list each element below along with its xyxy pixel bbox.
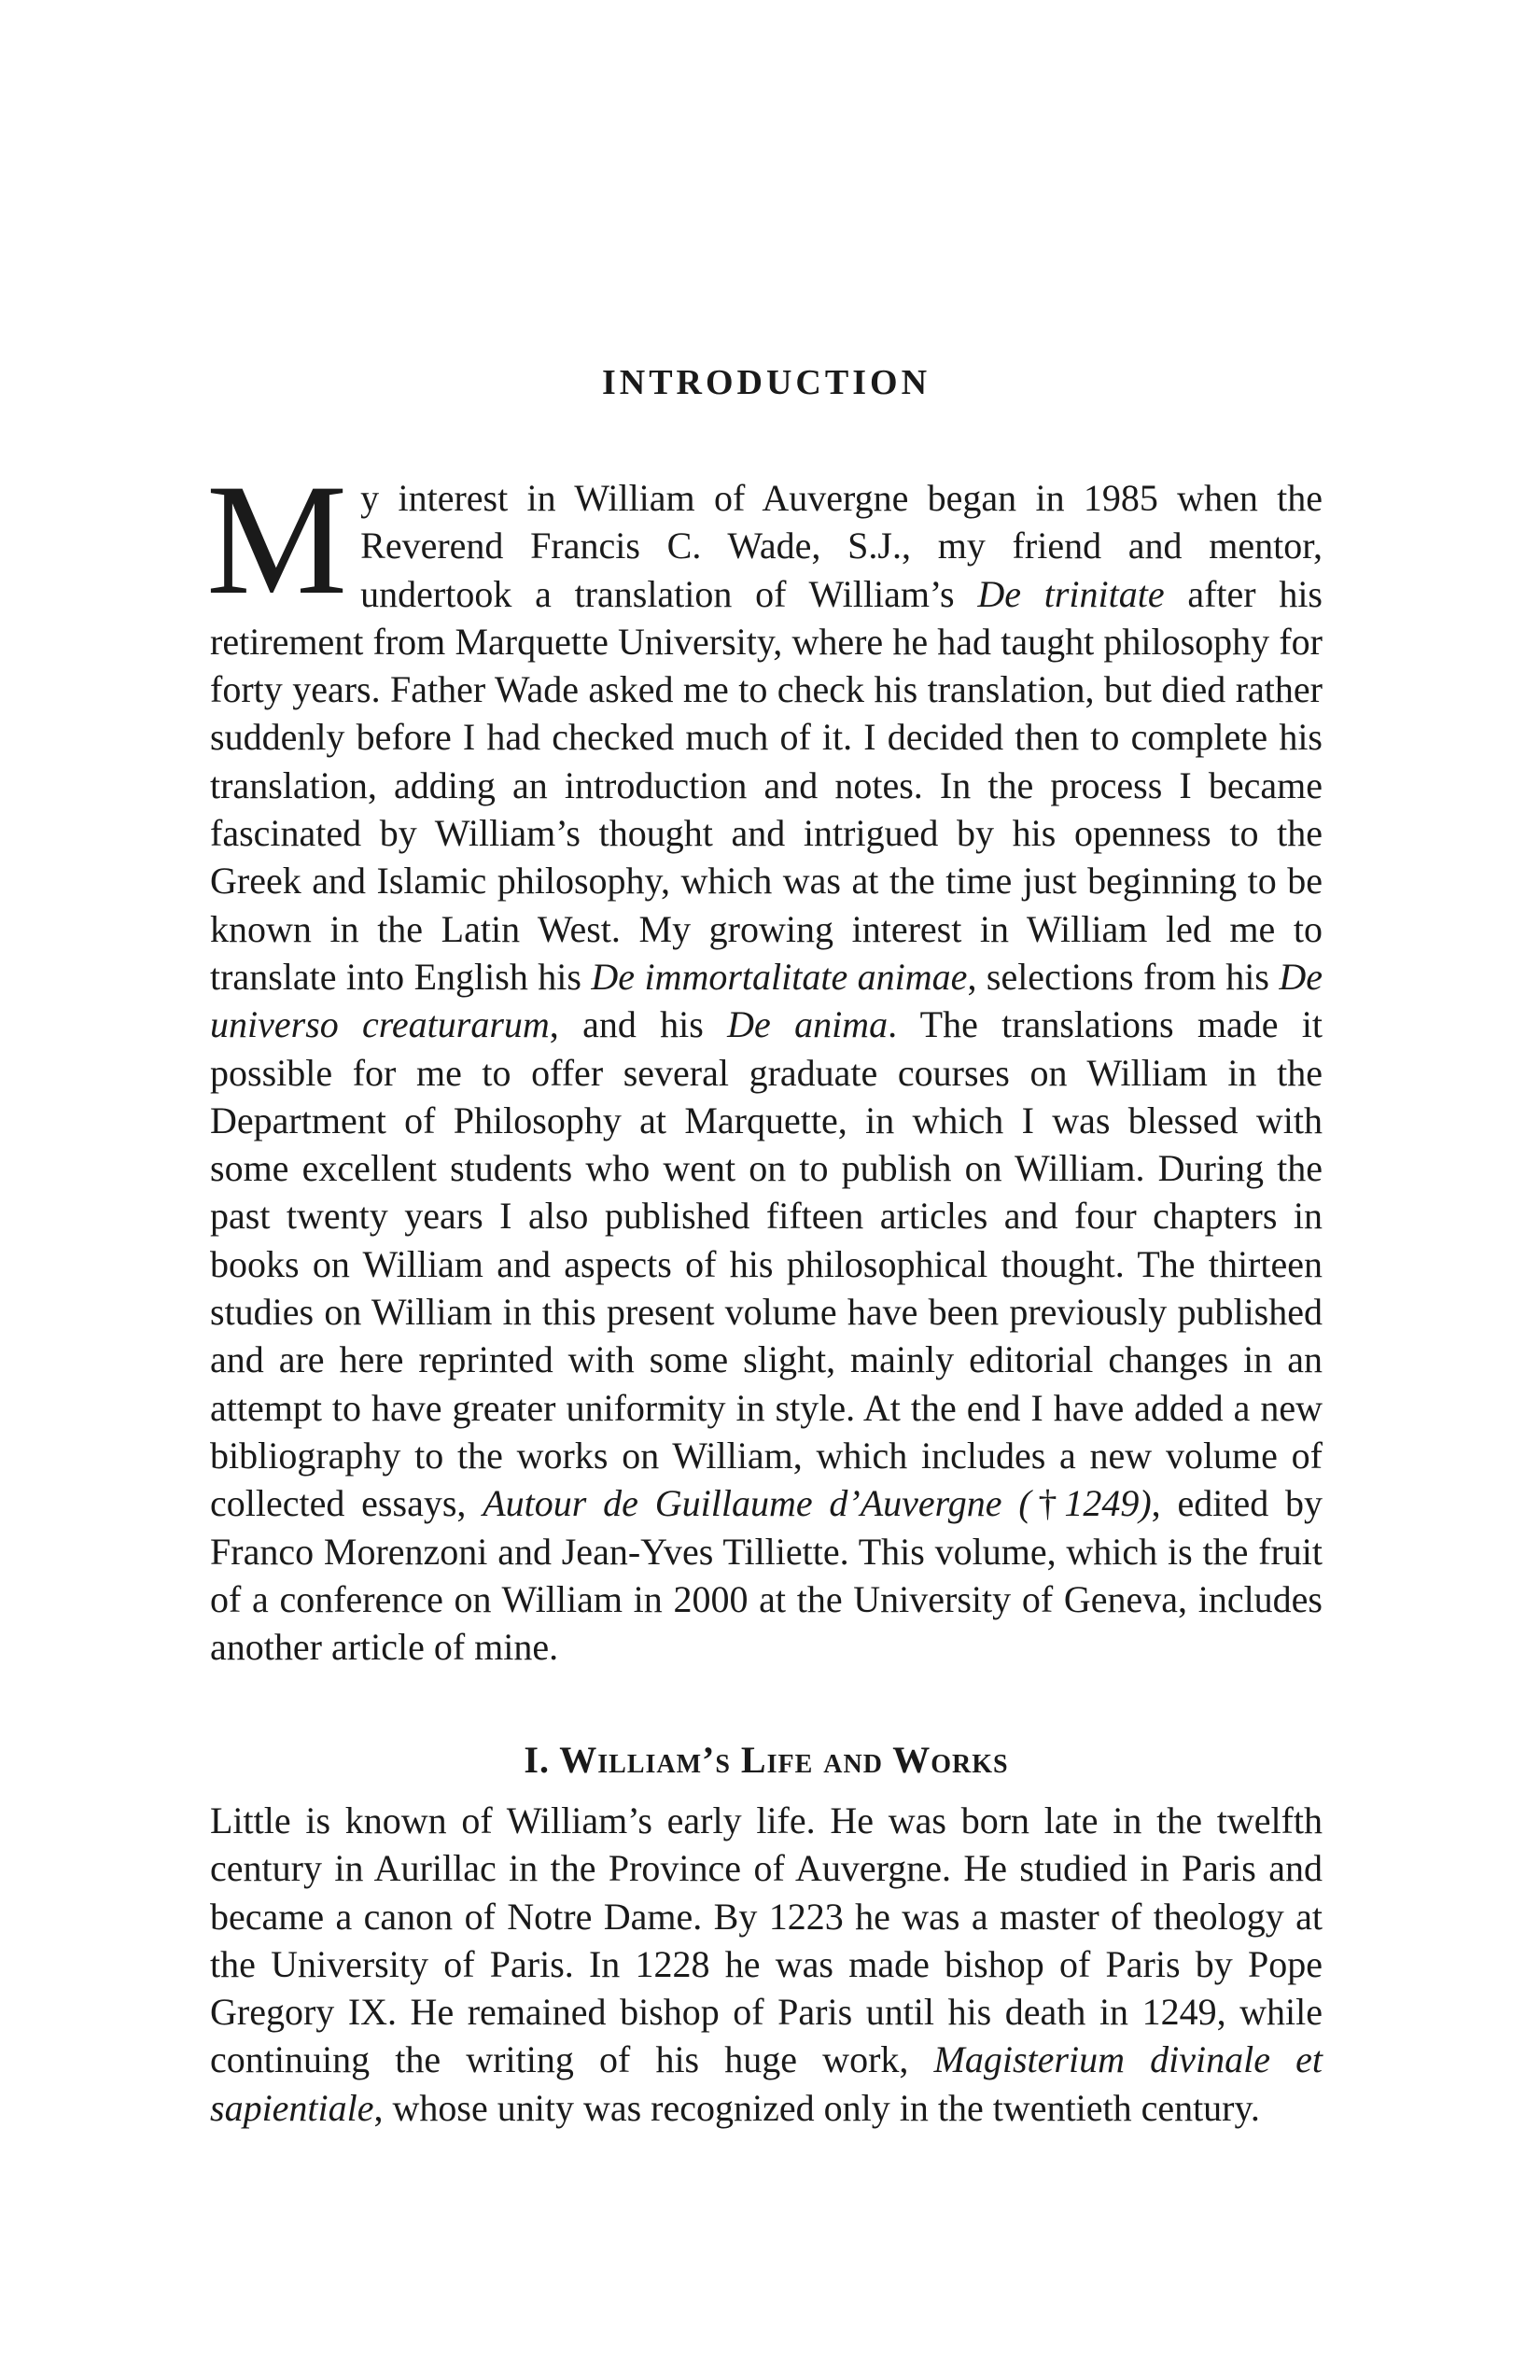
intro-text-4: , and his xyxy=(549,1003,728,1046)
dagger-symbol: † xyxy=(1030,1482,1065,1525)
intro-text-6: , edited by Franco Morenzoni and Jean-Yves Tilliette. This volume, which is the fruit of a conference on William in 2000 at the University of Geneva, includes another article of mine. xyxy=(210,1482,1323,1669)
section-text-2: , whose unity was recognized only in the twentieth century. xyxy=(373,2086,1260,2129)
intro-text-3: , selections from his xyxy=(967,955,1280,998)
title-de-universo: De universo creaturarum xyxy=(210,955,1323,1046)
intro-text-5: . The translations made it possible for me to offer several graduate courses on William in the Department of Philosophy at Marquette, in which I was blessed with some excellent students who went on to publish on William. During the past twenty years I also published fifteen articles and four chapters in books on William and aspects of his philosophical thought. The thirteen studies on William in this present volume have been previously published and are here reprinted with some slight, mainly editorial changes in an attempt to have greater uniformity in style. At the end I have added a new bibliography to the works on William, which includes a new volume of collected essays, xyxy=(210,1003,1323,1525)
title-autour-part-2: 1249) xyxy=(1064,1482,1152,1525)
section-text-1: Little is known of William’s early life. He was born late in the twelfth century in Aurillac in the Province of Auvergne. He studied in Paris and became a canon of Notre Dame. By 1223 he was a master of theology at the University of Paris. In 1228 he was made bishop of Paris by Pope Gregory IX. He remained bishop of Paris until his death in 1249, while continuing the writing of his huge work, xyxy=(210,1799,1323,2081)
title-de-anima: De anima xyxy=(727,1003,889,1046)
intro-text-1: y interest in William of Auvergne began in 1985 when the Reverend Francis C. Wade, S.J., my friend and mentor, undertook a translation of William’s xyxy=(360,477,1323,615)
intro-paragraph xyxy=(206,452,1323,1671)
section-paragraph xyxy=(210,1797,1323,2132)
drop-cap: M xyxy=(206,452,348,627)
intro-text-2: after his retirement from Marquette University, where he had taught philosophy for forty years. Father Wade asked me to check his translation, but died rather suddenly before I had checked much of it. I decided then to complete his translation, adding an introduction and notes. In the process I became fascinated by William’s thought and intrigued by his openness to the Greek and Islamic philosophy, which was at the time just beginning to be known in the Latin West. My growing interest in William led me to translate into English his xyxy=(210,572,1323,998)
title-de-trinitate: De trinitate xyxy=(977,572,1165,615)
section-heading: I. William’s Life and Works xyxy=(524,1739,1009,1781)
title-autour-part-1: Autour de Guillaume d’Auvergne ( xyxy=(483,1482,1031,1525)
title-de-immortalitate: De immortalitate animae xyxy=(591,955,968,998)
chapter-title: INTRODUCTION xyxy=(601,363,931,402)
title-magisterium: Magisterium divinale et sapientiale xyxy=(210,2038,1323,2129)
